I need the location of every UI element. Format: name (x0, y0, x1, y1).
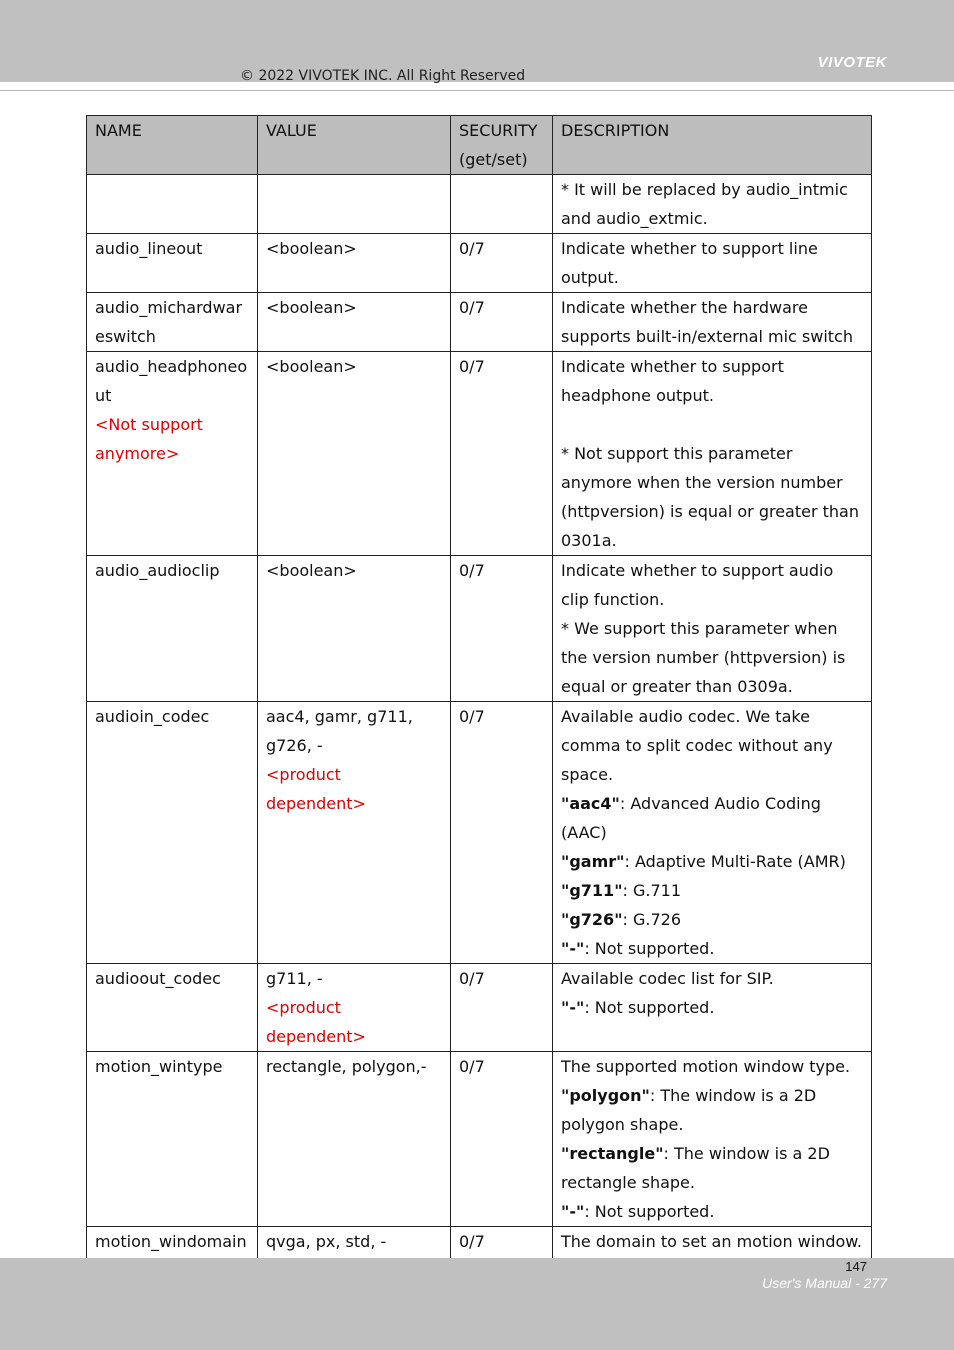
param-name: audio_headphoneout (95, 357, 248, 405)
param-name: motion_wintype (87, 1052, 258, 1227)
description-text: Available audio codec. We take comma to split codec without any space. (561, 707, 833, 784)
description-text: Indicate whether to support headphone output. (561, 357, 784, 405)
definition-item (561, 905, 863, 934)
param-value: <boolean> (258, 352, 451, 556)
table-row (87, 293, 872, 352)
definition-text: : Not supported. (584, 939, 715, 958)
param-description (553, 293, 872, 352)
param-description (553, 1052, 872, 1227)
table-row (87, 175, 872, 234)
col-header-name: NAME (87, 116, 258, 175)
param-description (553, 175, 872, 234)
table-row (87, 234, 872, 293)
definition-item (561, 1081, 863, 1139)
description-text: Indicate whether the hardware supports built-in/external mic switch (561, 298, 853, 346)
definition-text: : Adaptive Multi-Rate (AMR) (624, 852, 846, 871)
blank-line (561, 410, 863, 439)
deprecation-note: <Not support anymore> (95, 415, 203, 463)
parameter-table (86, 115, 872, 1315)
param-value: g711, - (266, 969, 323, 988)
description-text: Indicate whether to support audio clip function. (561, 561, 834, 609)
footer-band (0, 1258, 954, 1350)
definition-text: : The window is a 2D polygon shape. (561, 1086, 817, 1134)
definition-text: : Advanced Audio Coding (AAC) (561, 794, 821, 842)
param-security: 0/7 (451, 1052, 553, 1227)
definition-item (561, 934, 863, 963)
col-header-security-line2: (get/set) (459, 150, 528, 169)
col-header-security-line1: SECURITY (459, 121, 538, 140)
param-name: motion_windomain (87, 1227, 258, 1315)
table-row (87, 1052, 872, 1227)
copyright-text: © 2022 VIVOTEK INC. All Right Reserved (240, 68, 526, 84)
definition-item (561, 1139, 863, 1197)
description-text: * It will be replaced by audio_intmic and audio_extmic. (561, 180, 848, 228)
param-description (553, 702, 872, 964)
param-name-cell (87, 352, 258, 556)
param-security: 0/7 (451, 234, 553, 293)
table-row (87, 964, 872, 1052)
definition-term: "rectangle" (561, 1144, 664, 1163)
definition-text: : Not supported. (584, 998, 715, 1017)
definition-text: : G.711 (622, 881, 682, 900)
table-row (87, 702, 872, 964)
definition-term: "-" (561, 998, 585, 1017)
param-value: <boolean> (258, 556, 451, 702)
description-text: Available codec list for SIP. (561, 969, 774, 988)
definition-item (561, 876, 863, 905)
table-header-row (87, 116, 872, 175)
param-security: 0/7 (451, 556, 553, 702)
param-security: 0/7 (451, 702, 553, 964)
description-text: Indicate whether to support line output. (561, 239, 818, 287)
param-name: audio_michardwareswitch (87, 293, 258, 352)
definition-text: : Not supported. (584, 1202, 715, 1221)
definition-term: "aac4" (561, 794, 620, 813)
table-row (87, 352, 872, 556)
param-value-cell (258, 964, 451, 1052)
col-header-description: DESCRIPTION (553, 116, 872, 175)
definition-item (561, 847, 863, 876)
manual-page-label: User's Manual - 277 (762, 1275, 887, 1291)
brand-logo-text: VIVOTEK (817, 54, 887, 71)
definition-term: "-" (561, 1202, 585, 1221)
definition-item (561, 1197, 863, 1226)
param-name: audioout_codec (87, 964, 258, 1052)
definition-term: "-" (561, 939, 585, 958)
param-security (451, 175, 553, 234)
definition-item (561, 993, 863, 1022)
definition-term: "gamr" (561, 852, 625, 871)
description-text: The supported motion window type. (561, 1057, 851, 1076)
description-note: * Not support this parameter anymore when the version number (httpversion) is equal or greater than 0301a. (561, 444, 859, 550)
param-security: 0/7 (451, 352, 553, 556)
col-header-value: VALUE (258, 116, 451, 175)
definition-item (561, 789, 863, 847)
definition-term: "polygon" (561, 1086, 650, 1105)
param-security: 0/7 (451, 1227, 553, 1315)
param-value (258, 175, 451, 234)
col-header-security (451, 116, 553, 175)
param-description (553, 556, 872, 702)
description-note: * We support this parameter when the version number (httpversion) is equal or greater than 0309a. (561, 619, 846, 696)
header-divider (0, 90, 954, 91)
definition-term: "g726" (561, 910, 623, 929)
product-dependent-note: <product dependent> (266, 998, 366, 1046)
param-name (87, 175, 258, 234)
param-value: aac4, gamr, g711, g726, - (266, 707, 413, 755)
definition-text: : The window is a 2D rectangle shape. (561, 1144, 830, 1192)
param-value: rectangle, polygon,- (258, 1052, 451, 1227)
param-description (553, 964, 872, 1052)
definition-text: : G.726 (622, 910, 682, 929)
param-value: qvga, px, std, - (258, 1227, 451, 1315)
param-name: audioin_codec (87, 702, 258, 964)
table-row (87, 556, 872, 702)
param-name: audio_lineout (87, 234, 258, 293)
page-number: 147 (845, 1259, 867, 1274)
param-description (553, 352, 872, 556)
param-security: 0/7 (451, 964, 553, 1052)
definition-term: "g711" (561, 881, 623, 900)
param-value: <boolean> (258, 293, 451, 352)
param-value: <boolean> (258, 234, 451, 293)
description-text: The domain to set an motion window. (561, 1232, 862, 1251)
param-security: 0/7 (451, 293, 553, 352)
param-description (553, 234, 872, 293)
param-value-cell (258, 702, 451, 964)
product-dependent-note: <product dependent> (266, 765, 366, 813)
param-name: audio_audioclip (87, 556, 258, 702)
